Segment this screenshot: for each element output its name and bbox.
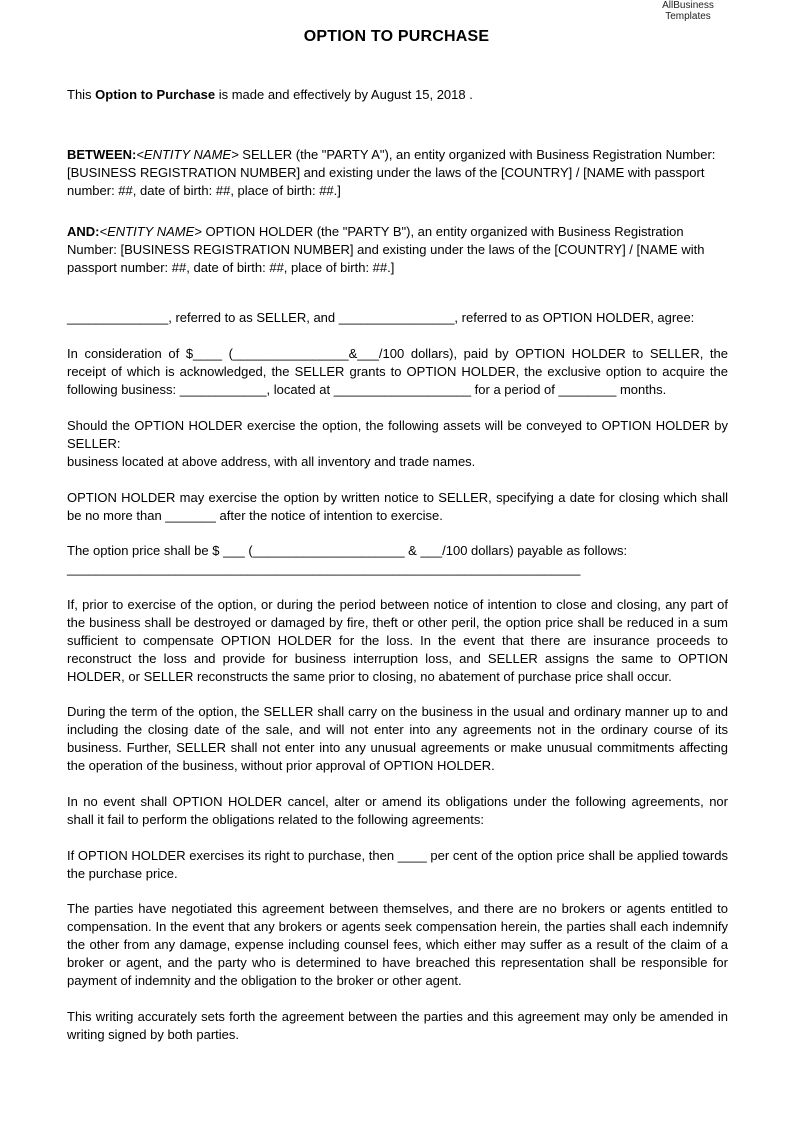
- price-line-1: The option price shall be $ ___ (_____________________ & ___/100 dollars) payable as follows:: [67, 543, 628, 558]
- price-paragraph: [67, 542, 728, 578]
- party-a-label: BETWEEN:: [67, 147, 137, 162]
- brokers-paragraph: The parties have negotiated this agreement between themselves, and there are no brokers or agents entitled to compensation. In the event that any brokers or agents seek compensation herein, the parties shall each indemnify the other from any damage, expense including counsel fees, which either may suffer as a result of the claim of a broker or agent, and the party who is determined to have breached this representation shall be responsible for payment of indemnity and the obligation to the broker or other agent.: [67, 901, 728, 988]
- assets-line-2: business located at above address, with all inventory and trade names.: [67, 454, 476, 469]
- party-b-paragraph: [67, 223, 728, 277]
- writing-paragraph: This writing accurately sets forth the agreement between the parties and this agreement may only be amended in writing signed by both parties.: [67, 1009, 728, 1042]
- document-title: OPTION TO PURCHASE: [303, 28, 490, 45]
- exercise-paragraph: OPTION HOLDER may exercise the option by written notice to SELLER, specifying a date for closing which shall be no more than _______ after the notice of intention to exercise.: [67, 490, 728, 523]
- intro-paragraph: [67, 86, 728, 104]
- assets-line-1: Should the OPTION HOLDER exercise the option, the following assets will be conveyed to OPTION HOLDER by SELLER:: [67, 418, 728, 451]
- intro-pre: This: [67, 87, 96, 102]
- assets-paragraph: [67, 417, 728, 471]
- intro-bold: Option to Purchase: [95, 87, 216, 102]
- party-b-label: AND:: [67, 224, 100, 239]
- logo-line-1: AllBusiness: [662, 0, 714, 11]
- percent-paragraph: If OPTION HOLDER exercises its right to purchase, then ____ per cent of the option price shall be applied towards the purchase price.: [67, 848, 728, 881]
- obligations-paragraph: In no event shall OPTION HOLDER cancel, alter or amend its obligations under the following agreements, nor shall it fail to perform the obligations related to the following agreements:: [67, 794, 728, 827]
- intro-post: is made and effectively by August 15, 2018 .: [215, 87, 473, 102]
- party-a-entity: <ENTITY NAME>: [136, 147, 239, 162]
- party-b-entity: <ENTITY NAME>: [99, 224, 202, 239]
- allbusiness-templates-logo: [648, 0, 728, 22]
- agree-paragraph: ______________, referred to as SELLER, and ________________, referred to as OPTION HOLDER, agree:: [67, 310, 695, 325]
- party-b-text: OPTION HOLDER (the "PARTY B"), an entity organized with Business Registration Number: [BUSINESS REGISTRATION NUMBER] and existing under the laws of the [COUNTRY] / [NAME with passport number: ##, date of birth: ##, place of birth: ##.]: [67, 224, 705, 275]
- party-a-paragraph: [67, 146, 728, 200]
- price-line-2: _______________________________________________________________________: [67, 561, 581, 576]
- logo-line-2: Templates: [665, 11, 711, 22]
- term-paragraph: During the term of the option, the SELLER shall carry on the business in the usual and ordinary manner up to and including the closing date of the sale, and will not enter into any agreements not in the ordinary course of its business. Further, SELLER shall not enter into any unusual agreements or make unusual commitments affecting the operation of the business, without prior approval of OPTION HOLDER.: [67, 704, 728, 773]
- party-a-text: SELLER (the "PARTY A"), an entity organized with Business Registration Number: [BUSINESS REGISTRATION NUMBER] and existing under the laws of the [COUNTRY] / [NAME with passport number: ##, date of birth: ##, place of birth: ##.]: [67, 147, 716, 198]
- consideration-paragraph: In consideration of $____ (________________&___/100 dollars), paid by OPTION HOLDER to SELLER, the receipt of which is acknowledged, the SELLER grants to OPTION HOLDER, the exclusive option to acquire the following business: ____________, located at ___________________ for a period of ________ months.: [67, 346, 728, 397]
- damage-paragraph: If, prior to exercise of the option, or during the period between notice of intention to close and closing, any part of the business shall be destroyed or damaged by fire, theft or other peril, the option price shall be reduced in a sum sufficient to compensate OPTION HOLDER for the loss. In the event that there are insurance proceeds to reconstruct the loss and provide for business interruption loss, and SELLER assigns the same to OPTION HOLDER, or SELLER reconstructs the same prior to closing, no abatement of purchase price shall occur.: [67, 597, 728, 684]
